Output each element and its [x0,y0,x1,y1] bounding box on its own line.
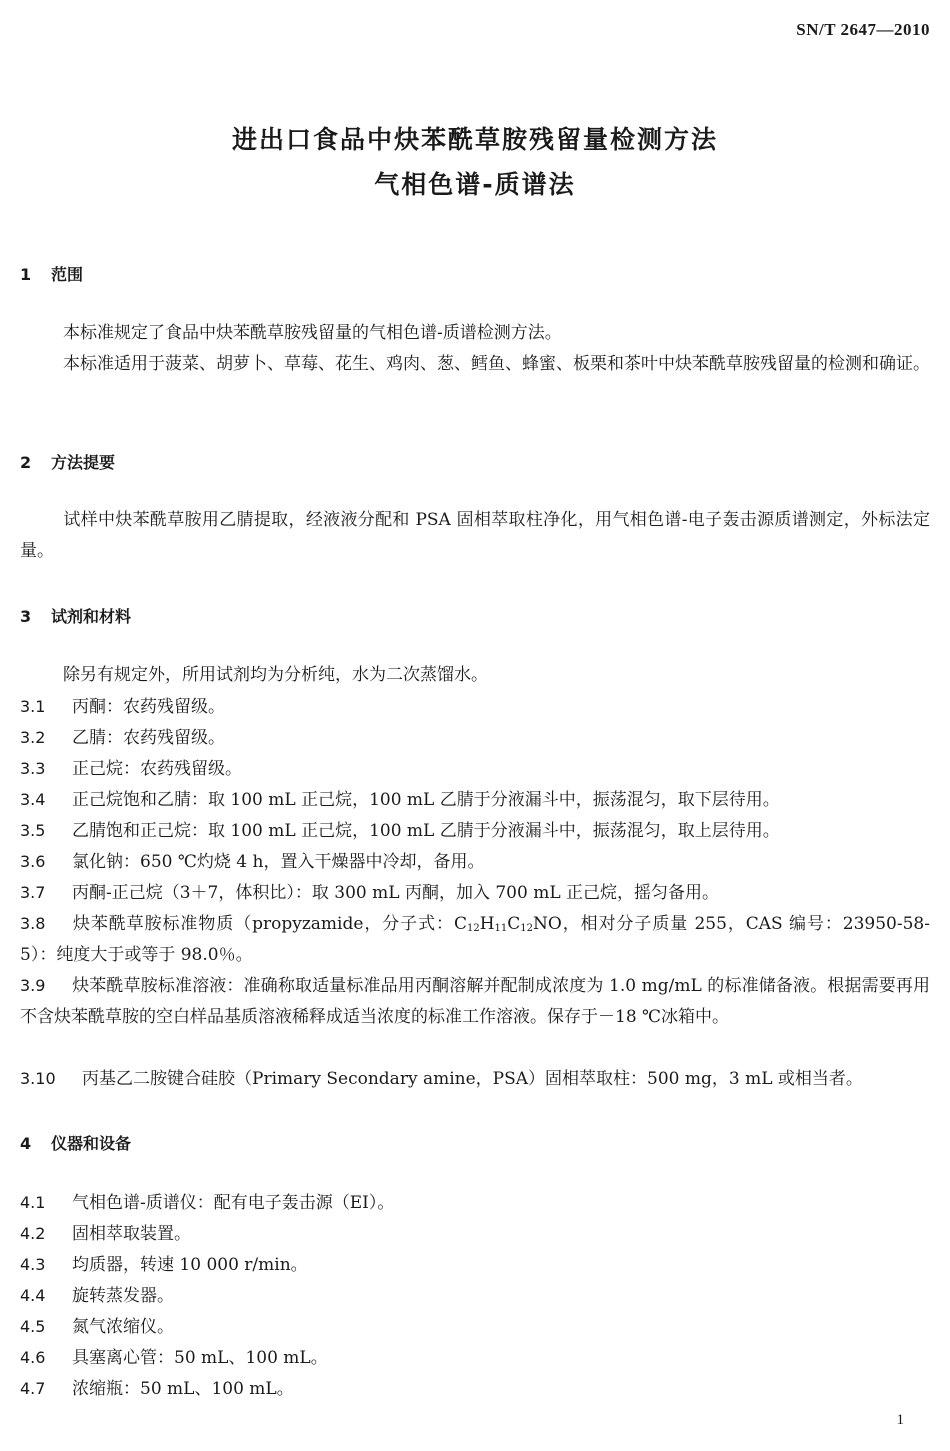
item-text: 正己烷饱和乙腈：取 100 mL 正己烷，100 mL 乙腈于分液漏斗中，振荡混匀，取下层待用。 [72,790,780,810]
item-number: 3.1 [20,697,46,716]
section-heading-4 [20,1131,131,1154]
item-number: 4.5 [20,1317,46,1336]
list-item [20,846,930,878]
list-item [20,784,930,816]
item-number: 3.9 [20,976,46,995]
page-number: 1 [896,1412,904,1428]
standard-code: SN/T 2647—2010 [796,20,930,39]
section-number: 4 [20,1134,32,1153]
section-title: 范围 [51,265,84,284]
item-text: 旋转蒸发器。 [72,1286,174,1306]
paragraph-text: 本标准规定了食品中炔苯酰草胺残留量的气相色谱-质谱检测方法。 [63,323,562,343]
item-text: 固相萃取装置。 [72,1224,191,1244]
item-text: 丙酮：农药残留级。 [72,697,225,717]
item-text: 氮气浓缩仪。 [72,1317,174,1337]
section-title: 试剂和材料 [51,607,132,626]
list-item [20,722,930,754]
item-text: 正己烷：农药残留级。 [72,759,242,779]
list-item [20,1063,930,1095]
list-item [20,1187,930,1219]
item-text: 气相色谱-质谱仪：配有电子轰击源（EI）。 [72,1193,395,1213]
document-subtitle: 气相色谱-质谱法 [374,170,576,199]
item-number: 4.7 [20,1379,46,1398]
item-number: 3.7 [20,883,46,902]
section-title: 仪器和设备 [51,1134,132,1153]
item-text: 乙腈饱和正己烷：取 100 mL 正己烷，100 mL 乙腈于分液漏斗中，振荡混匀，取上层待用。 [72,821,780,841]
item-text: 丙酮-正己烷（3＋7，体积比）：取 300 mL 丙酮，加入 700 mL 正己烷，摇匀备用。 [72,883,720,903]
item-number: 3.8 [20,914,46,933]
item-text: 均质器，转速 10 000 r/min。 [72,1255,308,1275]
section-number: 2 [20,453,32,472]
list-item [20,1218,930,1250]
item-number: 3.4 [20,790,46,809]
item-text: 乙腈：农药残留级。 [72,728,225,748]
paragraph-text: 试样中炔苯酰草胺用乙腈提取，经液液分配和 PSA 固相萃取柱净化，用气相色谱-电子轰击源质谱测定，外标法定量。 [20,510,930,561]
item-text: 浓缩瓶：50 mL、100 mL。 [72,1379,294,1399]
item-text: 丙基乙二胺键合硅胶（Primary Secondary amine，PSA）固相萃取柱：500 mg，3 mL 或相当者。 [82,1069,863,1089]
section-number: 3 [20,607,32,626]
section-heading-3 [20,604,131,627]
item-number: 3.2 [20,728,46,747]
list-item [20,815,930,847]
list-item [20,877,930,909]
list-item [20,753,930,785]
list-item [20,1373,930,1405]
item-number: 4.4 [20,1286,46,1305]
item-text: 炔苯酰草胺标准物质（propyzamide，分子式：$C_{12}H_{11}C_{12}NO$，相对分子质量 255，CAS 编号：23950-58-5）：纯度大于或等于 98.0％。 [20,914,930,965]
document-title: 进出口食品中炔苯酰草胺残留量检测方法 [231,125,718,154]
item-number: 4.2 [20,1224,46,1243]
item-number: 3.3 [20,759,46,778]
item-text: 具塞离心管：50 mL、100 mL。 [72,1348,328,1368]
list-item [20,1280,930,1312]
paragraph [20,505,930,567]
paragraph [20,660,930,691]
item-number: 4.3 [20,1255,46,1274]
item-number: 3.10 [20,1069,56,1088]
item-number: 3.6 [20,852,46,871]
item-number: 4.1 [20,1193,46,1212]
list-item [20,1249,930,1281]
list-item [20,908,930,971]
item-text: 氯化钠：650 ℃灼烧 4 h，置入干燥器中冷却，备用。 [72,852,485,872]
list-item [20,970,930,1033]
paragraph-text: 除另有规定外，所用试剂均为分析纯，水为二次蒸馏水。 [63,665,488,685]
list-item [20,1342,930,1374]
section-title: 方法提要 [51,453,116,472]
paragraph-text: 本标准适用于菠菜、胡萝卜、草莓、花生、鸡肉、葱、鳕鱼、蜂蜜、板栗和茶叶中炔苯酰草胺残留量的检测和确证。 [63,354,930,374]
section-heading-1 [20,262,83,285]
paragraph [20,318,930,349]
paragraph [20,349,930,380]
list-item [20,691,930,723]
item-number: 4.6 [20,1348,46,1367]
item-number: 3.5 [20,821,46,840]
section-number: 1 [20,265,32,284]
section-heading-2 [20,450,115,473]
list-item [20,1311,930,1343]
item-text: 炔苯酰草胺标准溶液：准确称取适量标准品用丙酮溶解并配制成浓度为 1.0 mg/mL 的标准储备液。根据需要再用不含炔苯酰草胺的空白样品基质溶液稀释成适当浓度的标准工作溶液。保存于－18 ℃冰箱中。 [20,976,930,1027]
